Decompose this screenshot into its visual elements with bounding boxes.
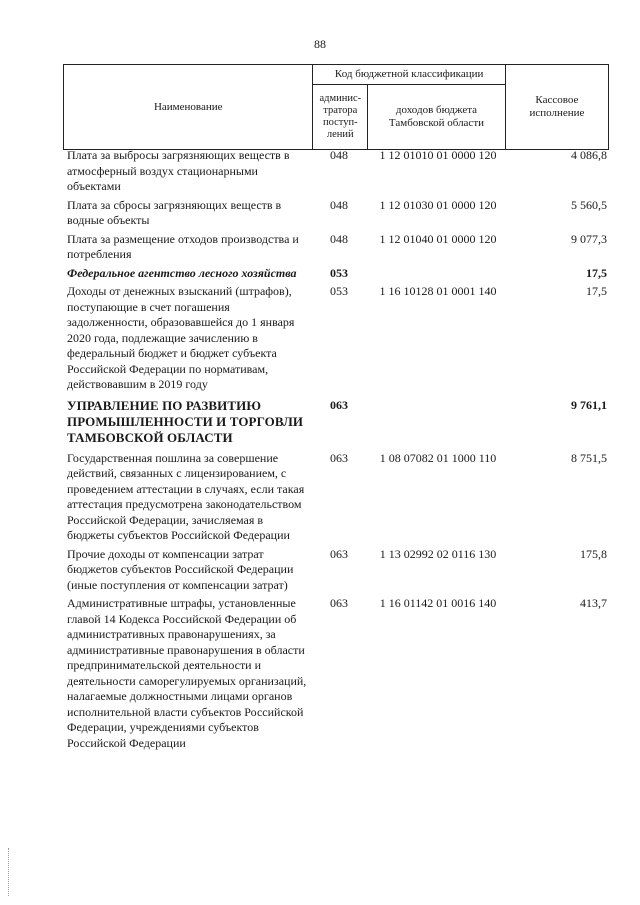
row-amount: 4 086,8 — [571, 148, 607, 162]
row-admin: 048 — [330, 197, 348, 212]
row-name: Прочие доходы от компенсации затрат бюджетов субъектов Российской Федерации (иные поступления от компенсации затрат) — [67, 546, 294, 592]
table-row — [63, 547, 609, 594]
row-admin: 063 — [330, 596, 348, 610]
table-header — [63, 64, 609, 150]
row-name: Плата за выбросы загрязняющих веществ в атмосферный воздух стационарными объектами — [67, 148, 290, 193]
row-name: Плата за размещение отходов производства и потребления — [67, 231, 299, 261]
row-code: 1 16 01142 01 0016 140 — [379, 596, 497, 610]
table-row — [63, 266, 609, 282]
table-row — [63, 398, 609, 446]
header-admin: админис-тратора поступ-лений — [313, 85, 368, 150]
table-row — [63, 198, 609, 229]
row-name: Федеральное агентство лесного хозяйства — [67, 265, 297, 280]
row-name: Административные штрафы, установленные главой 14 Кодекса Российской Федерации об административных правонарушениях, за административные правонарушения в области предпринимательской деятельности и деятельности саморегулируемых организаций, налагаемые должностными лицами органов исполнительной власти субъектов Российской Федерации, учреждениями субъектов Российской Федерации — [67, 596, 307, 750]
row-admin: 063 — [330, 546, 348, 561]
row-name: Плата за сбросы загрязняющих веществ в водные объекты — [67, 197, 282, 227]
row-code: 1 13 02992 02 0116 130 — [379, 546, 497, 561]
row-code: 1 12 01040 01 0000 120 — [379, 231, 497, 246]
row-code: 1 12 01030 01 0000 120 — [379, 197, 497, 212]
row-admin: 053 — [330, 284, 348, 298]
table-row — [63, 284, 609, 393]
row-amount: 17,5 — [586, 284, 607, 298]
table-row — [63, 232, 609, 263]
row-amount: 175,8 — [580, 546, 607, 561]
row-admin: 053 — [330, 265, 348, 280]
row-code — [365, 266, 511, 282]
table-body — [63, 148, 609, 751]
row-amount: 9 761,1 — [571, 397, 607, 412]
page-number: 88 — [314, 37, 326, 51]
row-admin: 048 — [330, 148, 348, 162]
row-amount: 5 560,5 — [571, 197, 607, 212]
table-row — [63, 148, 609, 195]
row-admin: 048 — [330, 231, 348, 246]
row-name: Государственная пошлина за совершение действий, связанных с лицензированием, с проведением аттестации в случаях, если такая аттестация предусмотрена законодательством Российской Федерации, зачисляемая в бюджеты субъектов Российской Федерации — [67, 450, 305, 542]
table-row — [63, 596, 609, 751]
row-amount: 8 751,5 — [571, 450, 607, 465]
header-income: доходов бюджета Тамбовской области — [368, 85, 506, 150]
row-admin: 063 — [330, 450, 348, 465]
row-admin: 063 — [330, 397, 348, 412]
row-amount: 17,5 — [586, 265, 607, 280]
row-code: 1 12 01010 01 0000 120 — [379, 148, 497, 162]
row-code — [365, 398, 511, 446]
table-row — [63, 451, 609, 544]
header-code-group: Код бюджетной классификации — [313, 65, 505, 85]
row-amount: 9 077,3 — [571, 231, 607, 246]
row-name: Доходы от денежных взысканий (штрафов), поступающие в счет погашения задолженности, образовавшейся до 1 января 2020 года, подлежащие зачислению в федеральный бюджет и бюджет субъекта Российской Федерации по нормативам, действовавшим в 2019 году — [67, 284, 295, 391]
scan-edge-marks — [8, 848, 12, 896]
row-code: 1 16 10128 01 0001 140 — [379, 284, 497, 298]
header-name: Наименование — [64, 65, 313, 150]
row-amount: 413,7 — [580, 596, 607, 610]
header-cash: Кассовое исполнение — [505, 65, 608, 150]
row-name: УПРАВЛЕНИЕ ПО РАЗВИТИЮ ПРОМЫШЛЕННОСТИ И ТОРГОВЛИ ТАМБОВСКОЙ ОБЛАСТИ — [67, 397, 304, 445]
row-code: 1 08 07082 01 1000 110 — [379, 450, 497, 465]
